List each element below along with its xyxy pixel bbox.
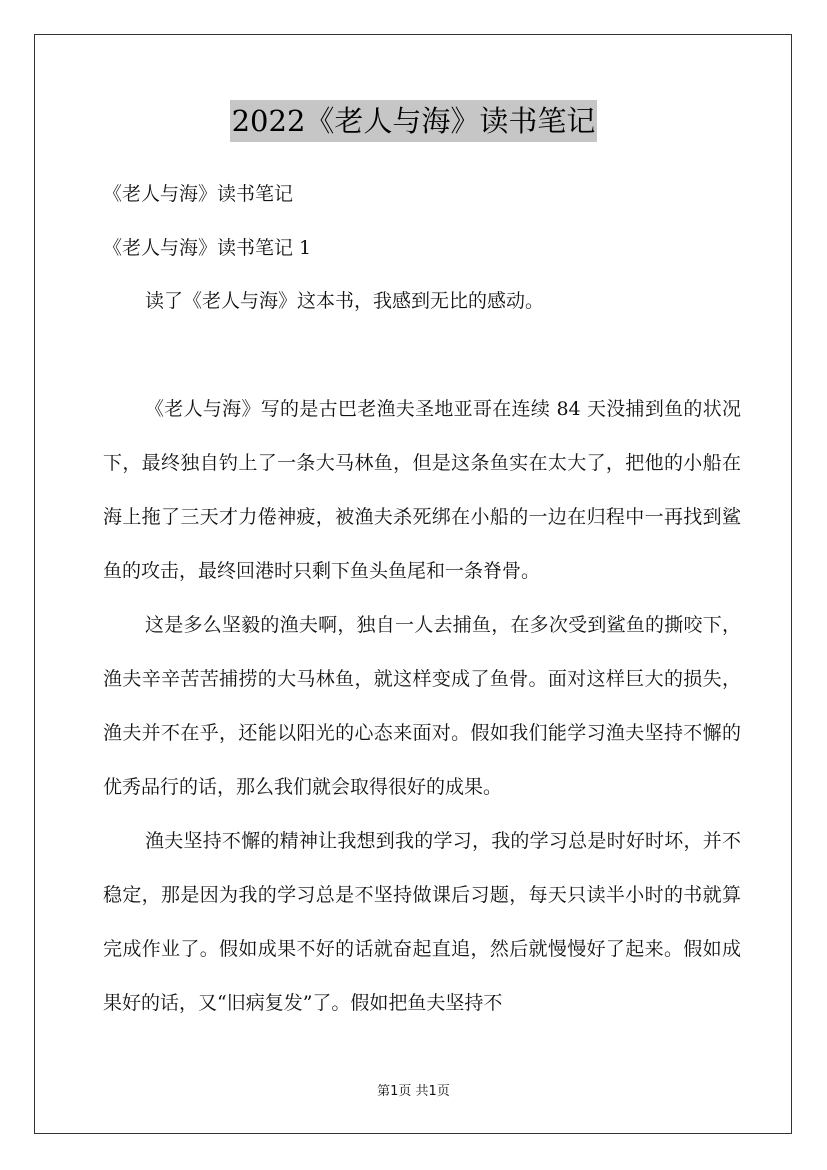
title-container <box>0 100 827 142</box>
document-subtitle: 《老人与海》读书笔记 <box>103 183 294 205</box>
section-heading: 《老人与海》读书笔记 1 <box>103 237 312 259</box>
paragraph-2: 《老人与海》写的是古巴老渔夫圣地亚哥在连续 84 天没捕到鱼的状况下，最终独自钓上了一条大马林鱼，但是这条鱼实在太大了，把他的小船在海上拖了三天才力倦神疲，被渔夫杀死绑在小船的一边在归程中一再找到鲨鱼的攻击，最终回港时只剩下鱼头鱼尾和一条脊骨。 <box>103 398 741 582</box>
page-footer: 第1页 共1页 <box>377 1084 450 1099</box>
paragraph-3: 这是多么坚毅的渔夫啊，独自一人去捕鱼，在多次受到鲨鱼的撕咬下，渔夫辛辛苦苦捕捞的大马林鱼，就这样变成了鱼骨。面对这样巨大的损失，渔夫并不在乎，还能以阳光的心态来面对。假如我们能学习渔夫坚持不懈的优秀品行的话，那么我们就会取得很好的成果。 <box>103 614 741 798</box>
document-title: 2022《老人与海》读书笔记 <box>230 100 598 142</box>
paragraph-4: 渔夫坚持不懈的精神让我想到我的学习，我的学习总是时好时坏，并不稳定，那是因为我的学习总是不坚持做课后习题，每天只读半小时的书就算完成作业了。假如成果不好的话就奋起直追，然后就慢慢好了起来。假如成果好的话，又“旧病复发”了。假如把鱼夫坚持不 <box>103 830 741 1014</box>
paragraph-1: 读了《老人与海》这本书，我感到无比的感动。 <box>145 290 545 312</box>
